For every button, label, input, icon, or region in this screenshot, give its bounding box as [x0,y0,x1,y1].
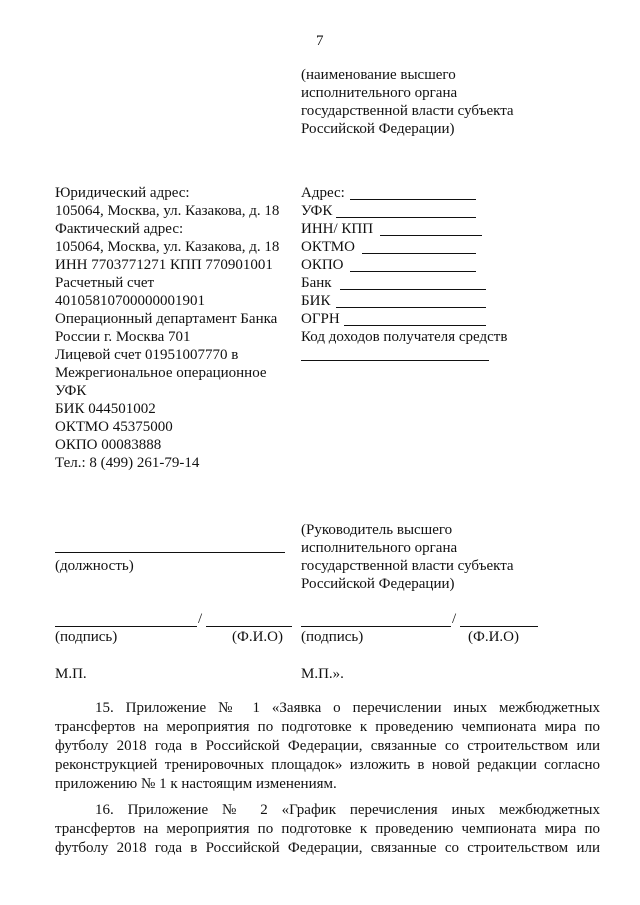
recipient-caption-line: государственной власти субъекта [301,103,514,119]
detail-line: Лицевой счет 01951007770 в [55,347,239,363]
field-blank-okpo [350,271,476,272]
left-fio-blank [206,626,292,627]
field-label-okpo: ОКПО [301,257,344,273]
paragraph-first-line [55,699,600,718]
field-label-bik: БИК [301,293,331,309]
field-label-inn-kpp: ИНН/ КПП [301,221,374,237]
paragraph-body: трансфертов на мероприятия по подготовке к проведению чемпионата мира по футболу 2018 года в Российской Федерации, связанные со строительством или [55,821,600,856]
field-label-income-code: Код доходов получателя средств [301,329,508,345]
right-fio-label: (Ф.И.О) [468,629,520,645]
paragraph-16 [55,801,600,858]
right-signature-label: (подпись) [301,629,364,645]
position-blank [55,552,285,553]
detail-line: Юридический адрес: [55,185,190,201]
field-label-ufk: УФК [301,203,333,219]
head-caption-line: (Руководитель высшего [301,522,453,538]
page-number: 7 [316,33,324,49]
paragraph-body: трансфертов на мероприятия по подготовке к проведению чемпионата мира по футболу 2018 года в Российской Федерации, связанные со строительством или реконструкцией тренировочных площадок» изложить в новой редакции согласно приложению № 1 к настоящим изменениям. [55,719,600,792]
left-signature-label: (подпись) [55,629,118,645]
right-fio-blank [460,626,538,627]
detail-line: БИК 044501002 [55,401,156,417]
detail-line: ОКТМО 45375000 [55,419,173,435]
field-label-bank: Банк [301,275,332,291]
detail-line: ИНН 7703771271 КПП 770901001 [55,257,273,273]
detail-line: Операционный департамент Банка [55,311,278,327]
detail-line: Расчетный счет [55,275,155,291]
field-label-address: Адрес: [301,185,345,201]
field-blank-address [350,199,476,200]
paragraph-first-text: 16. Приложение № 2 «График перечисления иных межбюджетных [95,802,600,818]
detail-line: 105064, Москва, ул. Казакова, д. 18 [55,239,280,255]
field-blank-bank [340,289,486,290]
recipient-caption-line: (наименование высшего [301,67,456,83]
left-fio-label: (Ф.И.О) [232,629,284,645]
stamp-left: М.П. [55,666,87,682]
field-blank-income-code [301,360,489,361]
detail-line: Фактический адрес: [55,221,184,237]
detail-line: Межрегиональное операционное [55,365,267,381]
head-caption-line: Российской Федерации) [301,576,455,592]
paragraph-first-text: 15. Приложение № 1 «Заявка о перечислении иных межбюджетных [95,700,600,716]
paragraph-15 [55,699,600,794]
left-signature-slash: / [198,611,203,627]
head-caption-line: государственной власти субъекта [301,558,514,574]
head-caption-line: исполнительного органа [301,540,458,556]
field-blank-bik [336,307,486,308]
detail-line: России г. Москва 701 [55,329,191,345]
detail-line: ОКПО 00083888 [55,437,162,453]
recipient-caption-line: Российской Федерации) [301,121,455,137]
field-label-oktmo: ОКТМО [301,239,355,255]
right-signature-blank [301,626,451,627]
field-blank-ufk [336,217,476,218]
field-blank-oktmo [362,253,476,254]
detail-line: 40105810700000001901 [55,293,205,309]
right-signature-slash: / [452,611,457,627]
field-blank-inn-kpp [380,235,482,236]
detail-line: УФК [55,383,87,399]
left-signature-blank [55,626,197,627]
field-blank-ogrn [344,325,486,326]
recipient-caption-line: исполнительного органа [301,85,458,101]
position-label: (должность) [55,558,134,574]
detail-line: 105064, Москва, ул. Казакова, д. 18 [55,203,280,219]
paragraph-first-line [55,801,600,820]
stamp-right: М.П.». [301,666,344,682]
detail-line: Тел.: 8 (499) 261-79-14 [55,455,200,471]
field-label-ogrn: ОГРН [301,311,340,327]
